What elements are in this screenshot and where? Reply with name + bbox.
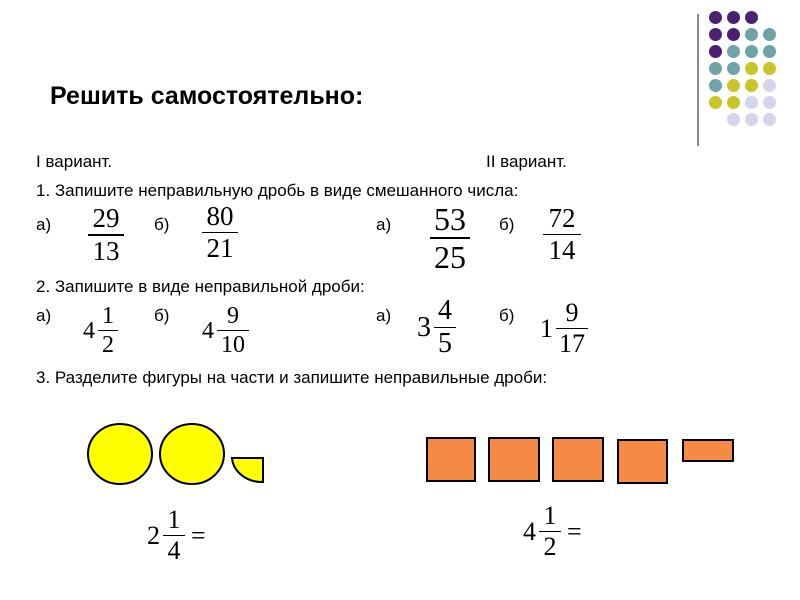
fraction-denominator: 14 xyxy=(548,235,576,265)
mixed-whole: 4 xyxy=(523,516,536,546)
equals-sign: = xyxy=(191,520,206,550)
decor-dot xyxy=(727,62,740,75)
fraction-numerator: 1 xyxy=(102,303,114,329)
decor-dot xyxy=(727,79,740,92)
decor-dot xyxy=(709,11,722,24)
mixed-number-1-9-17 xyxy=(540,300,588,357)
decor-dot xyxy=(745,113,758,126)
task-3-text: 3. Разделите фигуры на части и запишите неправильные дроби: xyxy=(36,368,548,387)
yellow-circle xyxy=(88,424,152,484)
fraction-denominator: 2 xyxy=(543,532,557,561)
task-2-label-b2: б) xyxy=(499,306,515,325)
fraction-72-14 xyxy=(543,205,581,264)
mixed-whole: 2 xyxy=(147,520,160,550)
decor-dot xyxy=(763,62,776,75)
mixed-number-3-4-5 xyxy=(417,297,456,358)
decor-dot xyxy=(727,113,740,126)
decor-dot xyxy=(763,45,776,58)
decor-dot xyxy=(763,96,776,109)
decor-dot xyxy=(745,62,758,75)
decor-dot xyxy=(763,79,776,92)
decor-dot xyxy=(727,28,740,41)
equals-sign: = xyxy=(567,516,582,546)
fraction-numerator: 4 xyxy=(438,295,452,326)
fraction-denominator: 13 xyxy=(92,236,120,266)
fraction-numerator: 53 xyxy=(434,201,466,237)
page-title: Решить самостоятельно: xyxy=(50,82,364,110)
fraction-numerator: 80 xyxy=(206,201,234,231)
decor-dot xyxy=(745,28,758,41)
vertical-divider xyxy=(697,14,699,146)
orange-square xyxy=(617,439,668,484)
task-2-label-b1: б) xyxy=(154,306,170,325)
variant-2-heading: II вариант. xyxy=(486,152,567,171)
decor-dot xyxy=(745,11,758,24)
decor-dot xyxy=(727,96,740,109)
mixed-whole: 1 xyxy=(540,313,553,343)
decor-dot xyxy=(763,28,776,41)
mixed-whole: 4 xyxy=(202,317,214,344)
decor-dot xyxy=(745,96,758,109)
fraction-numerator: 1 xyxy=(167,505,181,534)
circles-figure xyxy=(80,420,270,490)
fraction-denominator: 2 xyxy=(102,332,114,358)
task-1-label-a1: а) xyxy=(36,215,52,234)
mixed-whole: 3 xyxy=(417,311,431,343)
variant-1-heading: I вариант. xyxy=(36,152,113,171)
orange-square xyxy=(488,437,540,482)
decorative-dot-grid xyxy=(0,0,800,140)
fraction-denominator: 21 xyxy=(206,233,234,263)
fraction-53-25 xyxy=(430,203,470,273)
decor-dot xyxy=(727,11,740,24)
answer-mixed-2-1-4 xyxy=(147,507,206,564)
mixed-number-4-9-10 xyxy=(202,304,249,357)
decor-dot xyxy=(745,45,758,58)
task-1-text: 1. Запишите неправильную дробь в виде смешанного числа: xyxy=(36,181,519,200)
task-2-label-a1: а) xyxy=(36,306,52,325)
quarter-circle xyxy=(232,458,263,482)
mixed-whole: 4 xyxy=(83,317,95,344)
task-1-label-a2: а) xyxy=(376,215,392,234)
fraction-numerator: 72 xyxy=(548,203,576,233)
mixed-number-4-1-2 xyxy=(83,304,118,357)
fraction-numerator: 1 xyxy=(543,501,557,530)
orange-square xyxy=(426,437,476,482)
decor-dot xyxy=(709,28,722,41)
fraction-denominator: 4 xyxy=(167,536,181,565)
decor-dot xyxy=(709,62,722,75)
fraction-denominator: 25 xyxy=(434,239,466,275)
fraction-numerator: 29 xyxy=(92,203,120,233)
fraction-numerator: 9 xyxy=(565,298,579,327)
decor-dot xyxy=(709,45,722,58)
fraction-denominator: 17 xyxy=(559,329,585,358)
task-2-label-a2: а) xyxy=(376,306,392,325)
fraction-denominator: 5 xyxy=(438,328,452,359)
fraction-29-13 xyxy=(88,205,124,265)
decor-dot xyxy=(763,113,776,126)
orange-square xyxy=(552,437,604,482)
fraction-80-21 xyxy=(202,203,238,262)
decor-dot xyxy=(709,79,722,92)
decor-dot xyxy=(709,96,722,109)
task-1-label-b1: б) xyxy=(154,215,170,234)
answer-mixed-4-1-2 xyxy=(523,503,582,560)
task-1-label-b2: б) xyxy=(499,215,515,234)
yellow-circle xyxy=(160,424,224,484)
decor-dot xyxy=(745,79,758,92)
task-2-text: 2. Запишите в виде неправильной дроби: xyxy=(36,277,365,296)
decor-dot xyxy=(727,45,740,58)
orange-half-rectangle xyxy=(682,439,734,462)
fraction-numerator: 9 xyxy=(227,303,239,329)
fraction-denominator: 10 xyxy=(221,332,245,358)
